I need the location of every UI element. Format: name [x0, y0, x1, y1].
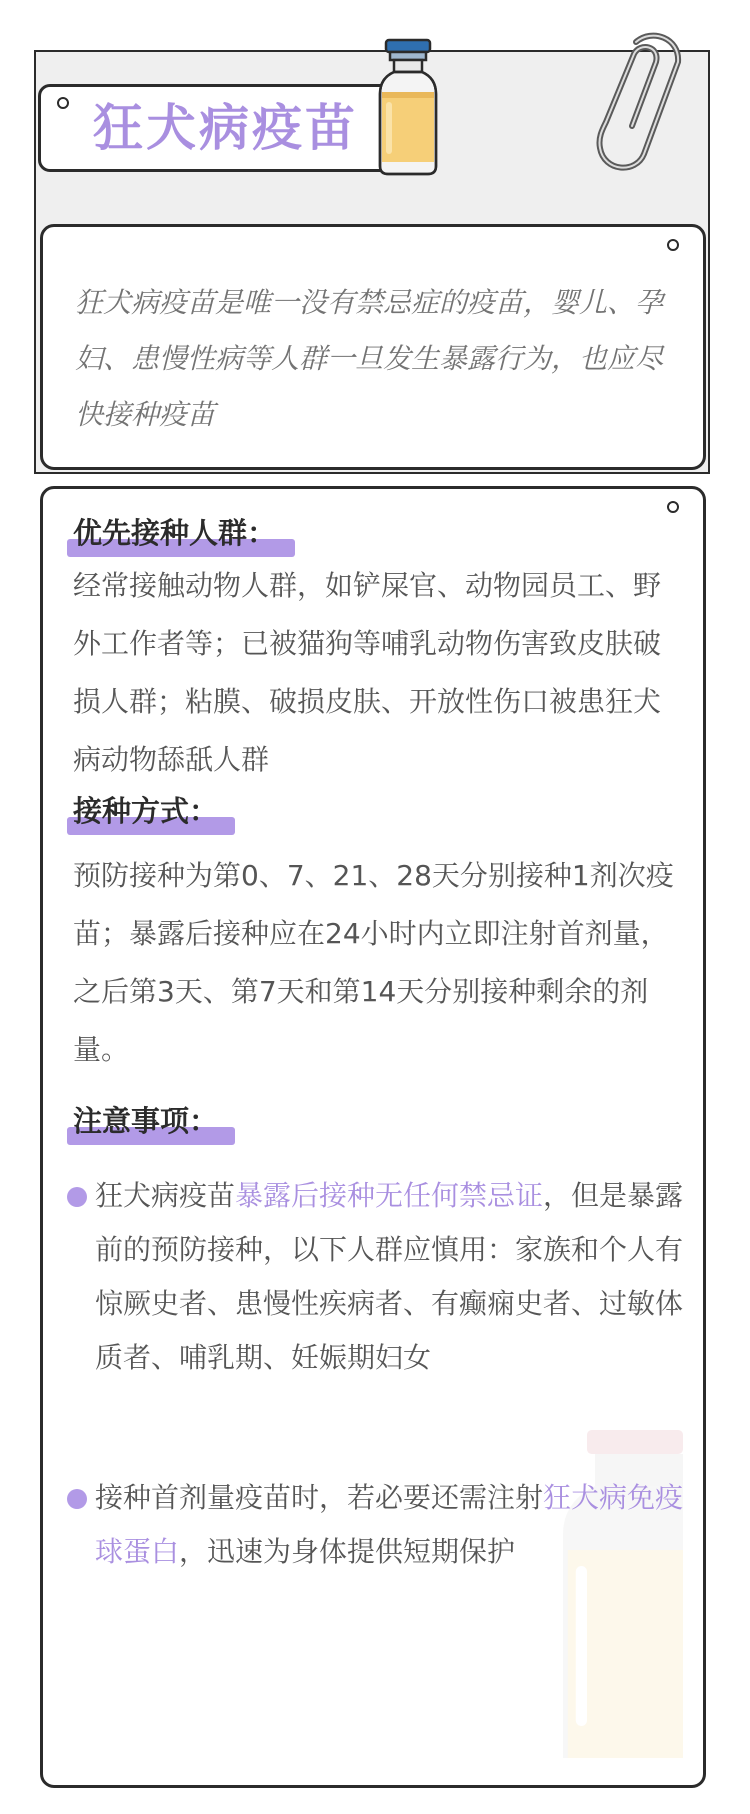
method-body: 预防接种为第0、7、21、28天分别接种1剂次疫苗；暴露后接种应在24小时内立即注射首剂量，之后第3天、第7天和第14天分别接种剩余的剂量。 — [73, 859, 674, 1066]
intro-card — [40, 224, 706, 470]
paperclip-icon — [574, 30, 694, 180]
notes-heading: 注意事项： — [67, 1099, 218, 1149]
note-item-1 — [95, 1169, 685, 1385]
content-card — [40, 486, 706, 1788]
priority-body: 经常接触动物人群，如铲屎官、动物园员工、野外工作者等；已被猫狗等哺乳动物伤害致皮肤破损人群；粘膜、破损皮肤、开放性伤口被患狂犬病动物舔舐人群 — [73, 569, 662, 776]
method-heading: 接种方式： — [67, 789, 218, 839]
bullet-dot-icon — [67, 1187, 87, 1207]
card-hole-icon — [667, 501, 679, 513]
note-item-2 — [95, 1471, 685, 1579]
intro-text: 狂犬病疫苗是唯一没有禁忌症的疫苗，婴儿、孕妇、患慢性病等人群一旦发生暴露行为，也应尽快接种疫苗 — [75, 286, 664, 431]
note-1-text: 狂犬病疫苗 — [95, 1179, 236, 1212]
note-2-text-rest: ，迅速为身体提供短期保护 — [179, 1535, 516, 1568]
bullet-dot-icon — [67, 1489, 87, 1509]
priority-heading: 优先接种人群： — [67, 511, 276, 561]
page-title: 狂犬病疫苗 — [93, 99, 358, 157]
note-2-highlight: 狂犬病免疫球蛋白 — [95, 1481, 684, 1568]
vaccine-vial-icon — [376, 38, 440, 178]
card-hole-icon — [57, 97, 69, 109]
note-1-text-rest: ，但是暴露前的预防接种，以下人群应慎用：家族和个人有惊厥史者、患慢性疾病者、有癫痫史者、过敏体质者、哺乳期、妊娠期妇女 — [95, 1179, 684, 1374]
medicine-bottle-illustration — [563, 1389, 683, 1788]
title-card — [38, 84, 410, 172]
note-2-text: 接种首剂量疫苗时，若必要还需注射 — [95, 1481, 544, 1514]
card-hole-icon — [667, 239, 679, 251]
note-1-highlight: 暴露后接种无任何禁忌证 — [235, 1179, 544, 1212]
